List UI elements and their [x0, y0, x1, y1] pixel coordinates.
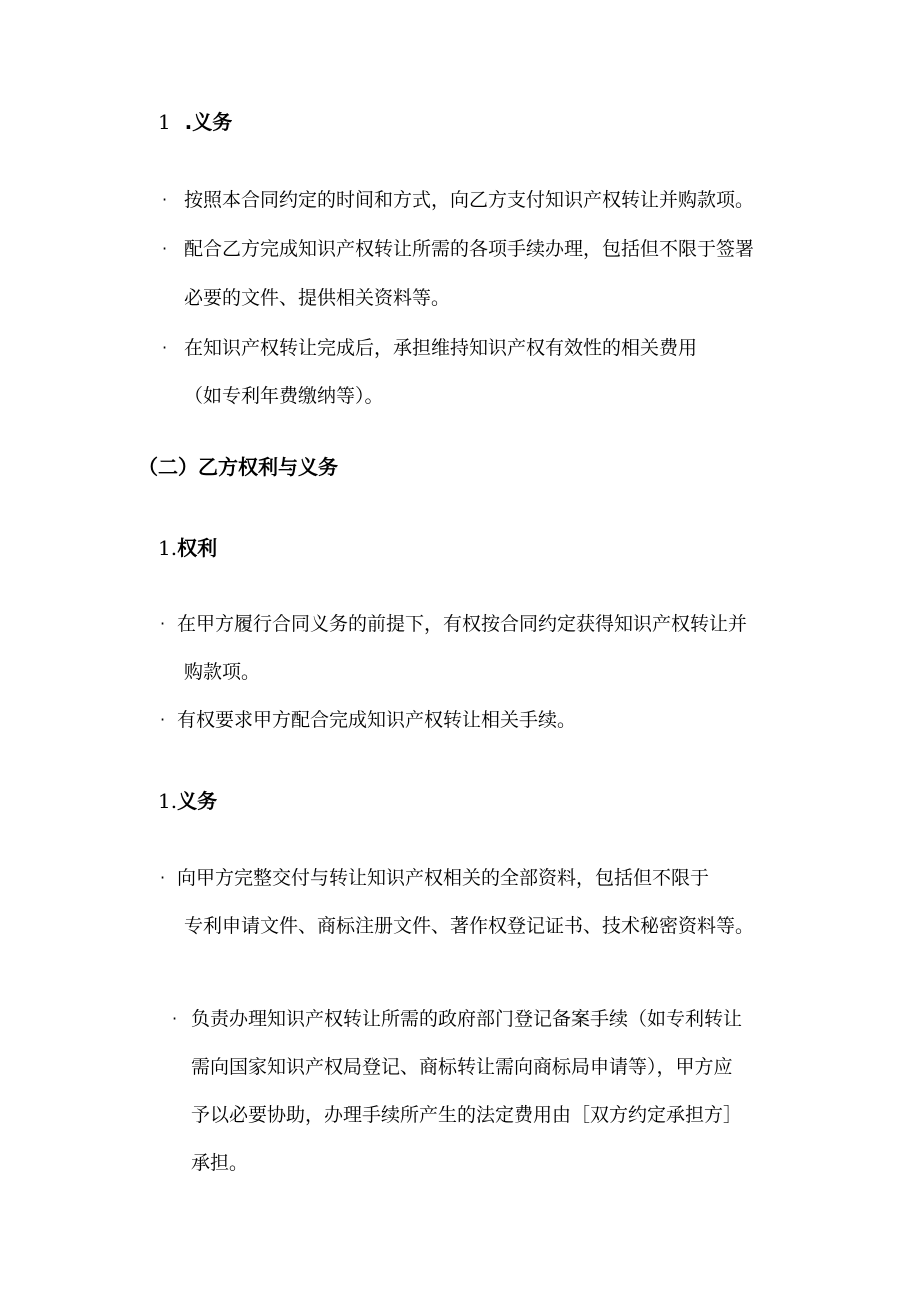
obligations-heading [158, 110, 232, 134]
rights-heading [158, 536, 217, 560]
list-item-line: 购款项。 [184, 661, 261, 683]
bullet-icon: · [162, 190, 168, 209]
list-item-line: 向甲方完整交付与转让知识产权相关的全部资料，包括但不限于 [177, 867, 710, 889]
heading-number: 1. [158, 789, 178, 813]
heading-title: 义务 [177, 789, 218, 813]
list-item-line: 有权要求甲方配合完成知识产权转让相关手续。 [177, 709, 577, 731]
list-item-line: 需向国家知识产权局登记、商标转让需向商标局申请等），甲方应 [191, 1056, 733, 1078]
list-item-line: （如专利年费缴纳等）。 [184, 385, 384, 407]
bullet-icon: · [162, 239, 168, 258]
list-item-line: 配合乙方完成知识产权转让所需的各项手续办理，包括但不限于签署 [184, 238, 755, 260]
heading-title: 权利 [177, 536, 218, 560]
list-item-line: 在甲方履行合同义务的前提下，有权按合同约定获得知识产权转让并 [177, 613, 748, 635]
bullet-icon: · [160, 868, 166, 887]
bullet-icon: · [162, 338, 168, 357]
bullet-icon: · [160, 614, 166, 633]
section-title: （二）乙方权利与义务 [138, 455, 338, 479]
list-item-line: 专利申请文件、商标注册文件、著作权登记证书、技术秘密资料等。 [184, 915, 755, 937]
heading-number: 1 [158, 110, 171, 134]
list-item-line: 必要的文件、提供相关资料等。 [184, 287, 451, 309]
list-item-line: 承担。 [191, 1152, 249, 1174]
list-item-line: 在知识产权转让完成后，承担维持知识产权有效性的相关费用 [184, 337, 698, 359]
heading-number: 1. [158, 536, 178, 560]
bullet-icon: · [160, 710, 166, 729]
list-item-line: 予以必要协助，办理手续所产生的法定费用由［双方约定承担方］ [191, 1104, 743, 1126]
list-item-line: 按照本合同约定的时间和方式，向乙方支付知识产权转让并购款项。 [184, 189, 755, 211]
bullet-icon: · [172, 1009, 178, 1028]
heading-title: .义务 [184, 110, 233, 134]
obligations-heading [158, 789, 217, 813]
list-item-line: 负责办理知识产权转让所需的政府部门登记备案手续（如专利转让 [191, 1008, 743, 1030]
